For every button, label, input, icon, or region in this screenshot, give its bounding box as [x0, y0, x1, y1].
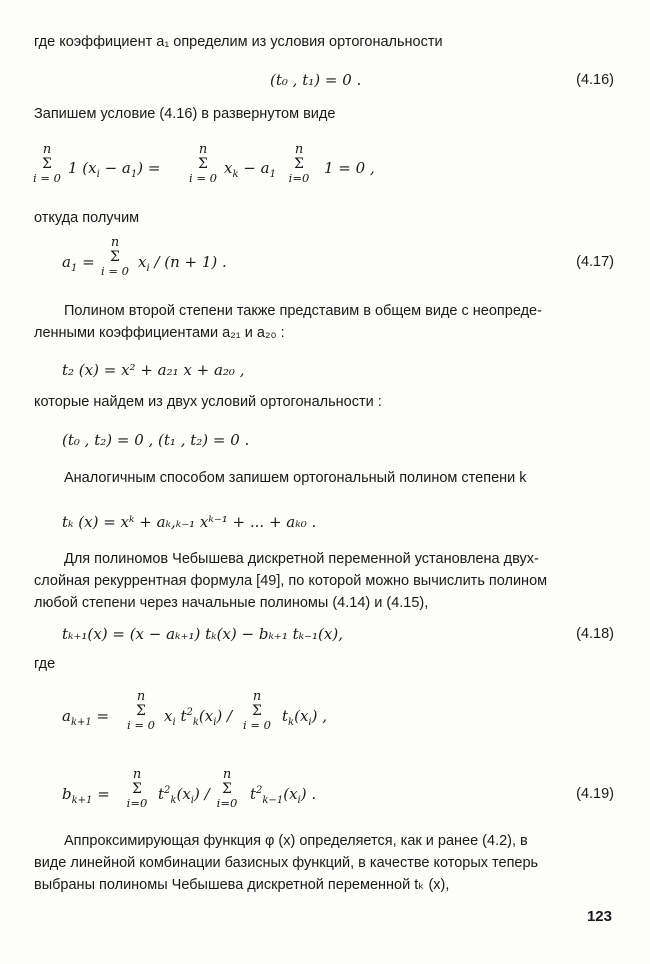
equation-fragment: $t^2_{k-1}(x_i)$ .: [250, 785, 317, 806]
equation-fragment: $t_k(x_i)$ ,: [282, 707, 327, 728]
sum-symbol: n Σ i=0: [288, 142, 310, 185]
sum-symbol: n Σ i = 0: [127, 689, 155, 732]
text-line: откуда получим: [34, 210, 140, 226]
sigma: Σ: [42, 156, 52, 172]
sum-symbol: n Σ i=0: [216, 767, 238, 810]
text-line: где: [34, 656, 56, 672]
text-line: которые найдем из двух условий ортогональности :: [34, 394, 382, 410]
sum-symbol: n Σ i = 0: [189, 142, 217, 185]
text-line: где коэффициент a₁ определим из условия ортогональности: [34, 34, 443, 50]
sum-upper: n: [42, 142, 52, 157]
sum-symbol: n Σ i = 0: [101, 235, 129, 278]
equation-orthogonality: (t₀ , t₂) = 0 , (t₁ , t₂) = 0 .: [62, 431, 250, 449]
equation-4-18: tₖ₊₁(x) = (x − aₖ₊₁) tₖ(x) − bₖ₊₁ tₖ₋₁(x),: [62, 625, 343, 643]
sum-symbol: n Σ i = 0: [243, 689, 271, 732]
equation-fragment: $a_{k+1}$ =: [62, 707, 110, 728]
page-number: 123: [586, 908, 612, 925]
text-line: Аналогичным способом запишем ортогональный полином степени k: [64, 470, 527, 486]
sum-lower: i = 0: [33, 171, 61, 185]
equation-fragment: $a_1$ =: [62, 253, 95, 274]
equation-number: (4.16): [576, 72, 614, 88]
equation-number: (4.18): [576, 626, 614, 642]
equation-tk: tₖ (x) = xᵏ + aₖ,ₖ₋₁ xᵏ⁻¹ + ... + aₖ₀ .: [62, 513, 317, 531]
equation-fragment: $b_{k+1}$ =: [62, 785, 110, 806]
equation-fragment: $x_i / (n + 1)$ .: [138, 253, 227, 274]
equation-fragment: $x_i$ $t^2_k(x_i)$ /: [164, 707, 233, 728]
paragraph: Аппроксимирующая функция φ (x) определяется, как и ранее (4.2), в виде линейной комбинации базисных функций, в качестве которых теперь выбраны полиномы Чебышева дискретной переменной tₖ (x),: [34, 833, 539, 893]
equation-4-16: (t₀ , t₁) = 0 .: [270, 71, 362, 89]
text-line: Запишем условие (4.16) в развернутом виде: [34, 106, 336, 122]
paragraph: Полином второй степени также представим в общем виде с неопреде- ленными коэффициентами a₂₁ и a₂₀ :: [34, 303, 542, 341]
equation-number: (4.19): [576, 786, 614, 802]
equation-fragment: $x_k - a_1$: [224, 159, 276, 180]
equation-fragment: 1 $(x_i - a_1)$ =: [68, 159, 161, 180]
equation-t2: t₂ (x) = x² + a₂₁ x + a₂₀ ,: [62, 361, 245, 379]
equation-fragment: $t^2_k(x_i)$ /: [158, 785, 210, 806]
sum-symbol: n Σ i=0: [126, 767, 148, 810]
equation-number: (4.17): [576, 254, 614, 270]
sum-symbol: [30, 143, 64, 185]
paragraph: Для полиномов Чебышева дискретной переменной установлена двух- слойная рекуррентная формула [49], по которой можно вычислить полином любой степени через начальные полиномы (4.14) и (4.15),: [34, 551, 548, 611]
equation-fragment: 1 = 0 ,: [324, 159, 375, 177]
